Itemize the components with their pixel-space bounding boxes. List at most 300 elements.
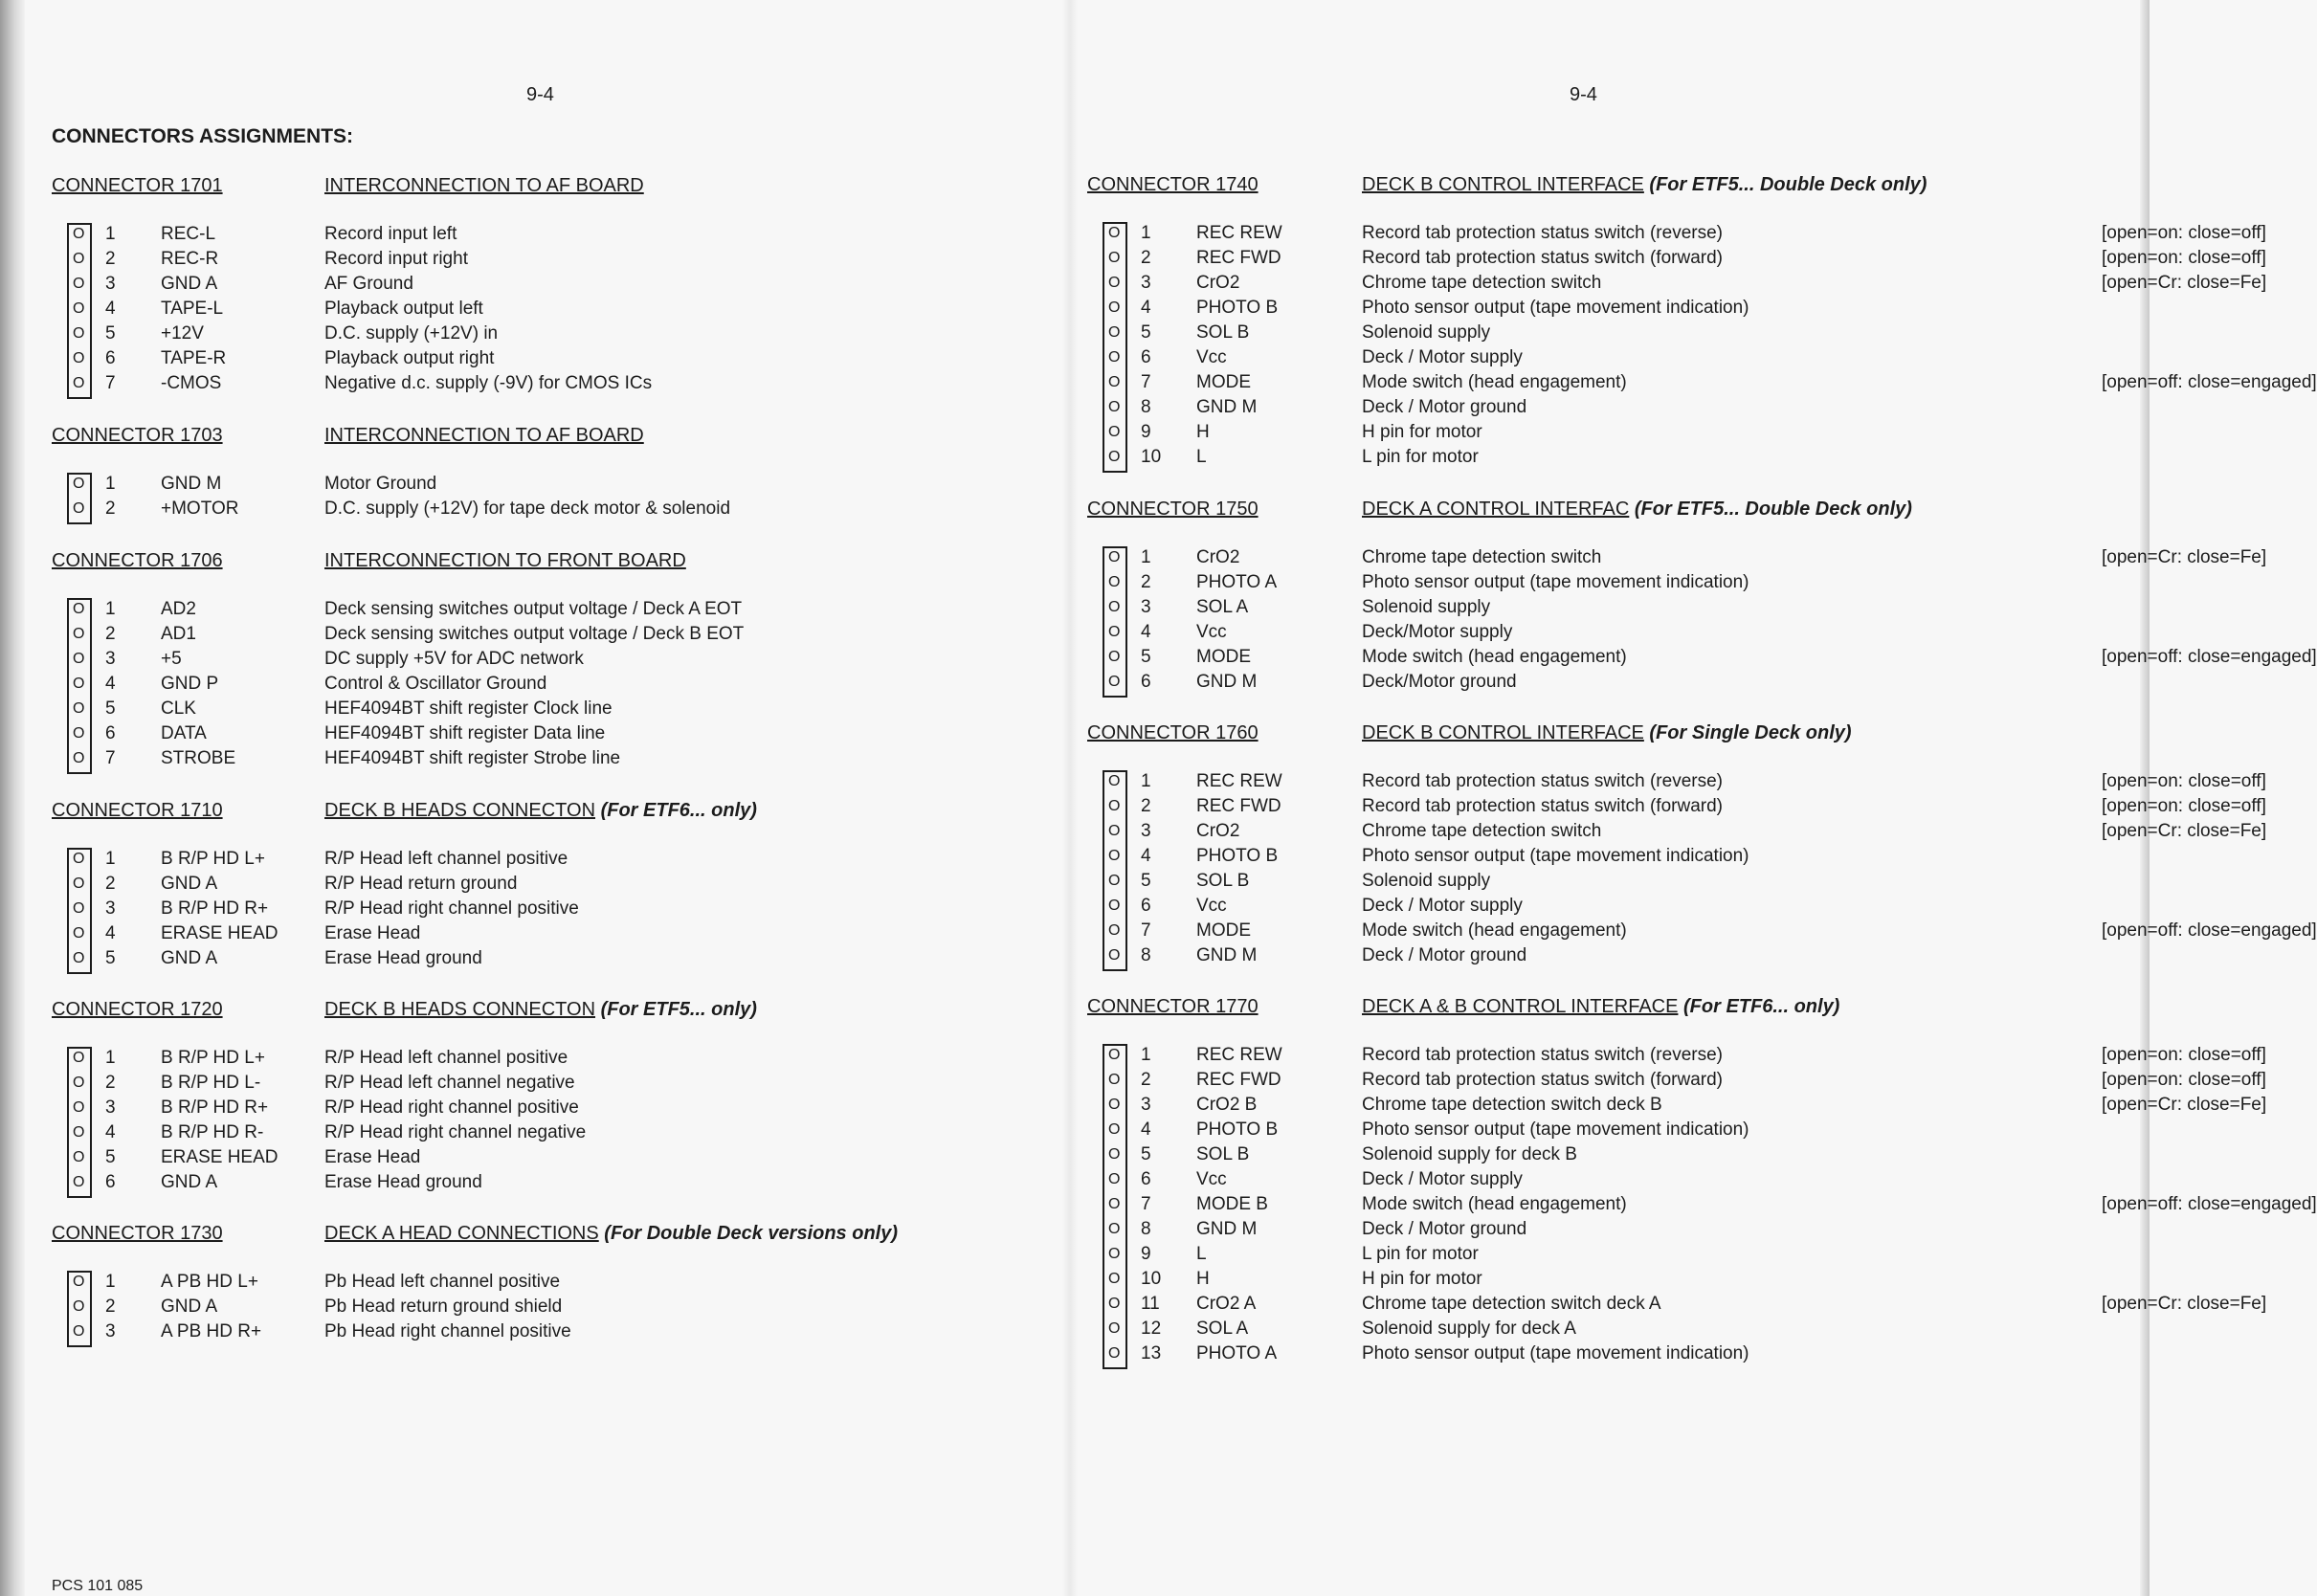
pin-hole-icon: O [73, 1124, 85, 1141]
pin-hole-icon: O [73, 300, 85, 317]
pin-number: 1 [105, 599, 116, 619]
pin-signal: Vcc [1196, 1169, 1227, 1189]
pin-description: D.C. supply (+12V) in [324, 323, 499, 344]
pin-description: Pb Head right channel positive [324, 1321, 571, 1341]
pin-signal: B R/P HD L+ [161, 849, 265, 869]
pin-hole-icon: O [1108, 574, 1121, 590]
pin-hole-icon: O [73, 1323, 85, 1340]
pin-signal: GND M [1196, 945, 1258, 965]
pin-signal: REC REW [1196, 1045, 1282, 1065]
pin-description: Motor Ground [324, 474, 437, 494]
pin-hole-icon: O [73, 1298, 85, 1315]
pin-number: 3 [105, 274, 116, 294]
pin-hole-icon: O [73, 350, 85, 366]
pin-number: 3 [105, 1097, 116, 1118]
pin-hole-icon: O [1108, 275, 1121, 291]
pin-description: Record tab protection status switch (forward) [1362, 796, 1723, 816]
pin-signal: MODE [1196, 647, 1251, 667]
pin-number: 12 [1141, 1319, 1162, 1339]
pin-number: 2 [105, 249, 116, 269]
connector-description [324, 1223, 898, 1245]
pin-state: [open=off: close=engaged] [2102, 920, 2317, 941]
pin-description: R/P Head right channel positive [324, 1097, 579, 1118]
pin-state: [open=on: close=off] [2102, 223, 2266, 243]
pin-number: 4 [1141, 622, 1151, 642]
connector-description-text: INTERCONNECTION TO AF BOARD [324, 425, 644, 446]
pin-description: Record tab protection status switch (reverse) [1362, 771, 1723, 791]
pin-description: L pin for motor [1362, 447, 1479, 467]
pin-description: Deck / Motor supply [1362, 347, 1523, 367]
pin-hole-icon: O [1108, 1271, 1121, 1287]
pin-signal: H [1196, 1269, 1210, 1289]
pin-number: 2 [1141, 796, 1151, 816]
pin-description: Pb Head return ground shield [324, 1297, 563, 1317]
pin-signal: +MOTOR [161, 499, 239, 519]
pin-hole-icon: O [73, 325, 85, 342]
pin-number: 5 [105, 698, 116, 719]
connector-description-text: INTERCONNECTION TO FRONT BOARD [324, 550, 686, 571]
connector-note: (For Double Deck versions only) [604, 1223, 899, 1244]
pin-hole-icon: O [1108, 624, 1121, 640]
pin-description: Chrome tape detection switch [1362, 821, 1602, 841]
connector-description-text: INTERCONNECTION TO AF BOARD [324, 175, 644, 196]
pin-description: H pin for motor [1362, 422, 1482, 442]
pin-state: [open=Cr: close=Fe] [2102, 273, 2267, 293]
pin-description: Mode switch (head engagement) [1362, 920, 1627, 941]
connector-name: CONNECTOR 1720 [52, 999, 223, 1020]
connector-name: CONNECTOR 1750 [1087, 499, 1259, 520]
pin-signal: -CMOS [161, 373, 222, 393]
pin-signal: PHOTO B [1196, 1119, 1279, 1140]
connector-name: CONNECTOR 1740 [1087, 174, 1259, 195]
pin-signal: REC-R [161, 249, 219, 269]
pin-description: Mode switch (head engagement) [1362, 1194, 1627, 1214]
pin-signal: AD1 [161, 624, 196, 644]
pin-description: Deck / Motor ground [1362, 1219, 1527, 1239]
page-edge-shadow-left [0, 0, 25, 1596]
pin-signal: B R/P HD R- [161, 1122, 264, 1142]
pin-state: [open=Cr: close=Fe] [2102, 547, 2267, 567]
pin-hole-icon: O [1108, 1097, 1121, 1113]
pin-signal: A PB HD R+ [161, 1321, 262, 1341]
pin-hole-icon: O [73, 375, 85, 391]
pin-description: Photo sensor output (tape movement indication) [1362, 1343, 1749, 1363]
pin-hole-icon: O [1108, 1171, 1121, 1187]
connector-name: CONNECTOR 1770 [1087, 996, 1259, 1017]
pin-number: 3 [1141, 273, 1151, 293]
pin-description: Solenoid supply for deck B [1362, 1144, 1577, 1164]
pin-description: Record tab protection status switch (reverse) [1362, 1045, 1723, 1065]
pin-hole-icon: O [73, 925, 85, 942]
pin-description: Playback output right [324, 348, 495, 368]
pin-number: 1 [105, 1272, 116, 1292]
pin-signal: TAPE-R [161, 348, 227, 368]
pin-description: Control & Oscillator Ground [324, 674, 547, 694]
pin-hole-icon: O [73, 1174, 85, 1190]
left-page-number: 9-4 [526, 84, 554, 105]
pin-description: Erase Head ground [324, 1172, 482, 1192]
pin-hole-icon: O [73, 1149, 85, 1165]
pin-number: 8 [1141, 397, 1151, 417]
pin-description: R/P Head left channel positive [324, 1048, 568, 1068]
pin-hole-icon: O [1108, 349, 1121, 366]
pin-hole-icon: O [73, 851, 85, 867]
pin-number: 5 [105, 1147, 116, 1167]
pin-signal: CrO2 A [1196, 1294, 1257, 1314]
pin-signal: CrO2 [1196, 547, 1240, 567]
pin-number: 5 [1141, 322, 1151, 343]
pin-description: Deck/Motor supply [1362, 622, 1513, 642]
pin-description: R/P Head right channel positive [324, 898, 579, 919]
pin-number: 13 [1141, 1343, 1162, 1363]
pin-number: 10 [1141, 1269, 1162, 1289]
pin-signal: DATA [161, 723, 207, 743]
pin-number: 1 [105, 224, 116, 244]
pin-signal: AD2 [161, 599, 196, 619]
pin-state: [open=off: close=engaged] [2102, 1194, 2317, 1214]
pin-hole-icon: O [1108, 1296, 1121, 1312]
pin-number: 9 [1141, 422, 1151, 442]
pin-description: Erase Head [324, 923, 421, 943]
pin-signal: MODE B [1196, 1194, 1268, 1214]
pin-signal: GND A [161, 1297, 218, 1317]
pin-hole-icon: O [73, 226, 85, 242]
pin-signal: GND A [161, 274, 218, 294]
connector-description [1362, 996, 1839, 1018]
pin-signal: REC FWD [1196, 1070, 1281, 1090]
connector-description [1362, 722, 1852, 744]
connector-note: (For ETF5... only) [600, 999, 757, 1020]
connector-note: (For ETF6... only) [1683, 996, 1840, 1017]
pin-signal: B R/P HD R+ [161, 1097, 269, 1118]
pin-hole-icon: O [73, 251, 85, 267]
pin-hole-icon: O [73, 876, 85, 892]
pin-number: 3 [1141, 1095, 1151, 1115]
connector-description [324, 999, 757, 1021]
pin-number: 5 [1141, 647, 1151, 667]
pin-state: [open=on: close=off] [2102, 771, 2266, 791]
pin-number: 8 [1141, 945, 1151, 965]
pin-signal: SOL A [1196, 597, 1249, 617]
pin-number: 8 [1141, 1219, 1151, 1239]
pin-description: R/P Head return ground [324, 874, 518, 894]
pin-signal: PHOTO A [1196, 1343, 1278, 1363]
pin-number: 6 [105, 348, 116, 368]
pin-number: 1 [1141, 771, 1151, 791]
pin-description: Deck / Motor ground [1362, 945, 1527, 965]
pin-number: 7 [1141, 372, 1151, 392]
pin-description: L pin for motor [1362, 1244, 1479, 1264]
pin-number: 7 [1141, 920, 1151, 941]
pin-description: Deck sensing switches output voltage / Deck B EOT [324, 624, 745, 644]
pin-signal: GND P [161, 674, 219, 694]
pin-signal: REC REW [1196, 771, 1282, 791]
pin-signal: +12V [161, 323, 204, 344]
pin-hole-icon: O [1108, 399, 1121, 415]
connector-note: (For ETF5... Double Deck only) [1634, 499, 1912, 520]
pin-signal: MODE [1196, 372, 1251, 392]
pin-description: Chrome tape detection switch deck B [1362, 1095, 1662, 1115]
pin-number: 2 [105, 499, 116, 519]
pin-description: Deck sensing switches output voltage / Deck A EOT [324, 599, 743, 619]
pin-hole-icon: O [1108, 374, 1121, 390]
pin-state: [open=off: close=engaged] [2102, 647, 2317, 667]
pin-signal: H [1196, 422, 1210, 442]
pin-description: Deck / Motor supply [1362, 896, 1523, 916]
pin-description: Mode switch (head engagement) [1362, 372, 1627, 392]
pin-number: 10 [1141, 447, 1162, 467]
pin-signal: CLK [161, 698, 196, 719]
pin-description: Photo sensor output (tape movement indication) [1362, 298, 1749, 318]
pin-signal: Vcc [1196, 896, 1227, 916]
connector-name: CONNECTOR 1730 [52, 1223, 223, 1244]
pin-hole-icon: O [73, 626, 85, 642]
pin-description: HEF4094BT shift register Strobe line [324, 748, 621, 768]
pin-hole-icon: O [73, 276, 85, 292]
pin-number: 11 [1141, 1294, 1160, 1314]
pin-number: 3 [105, 649, 116, 669]
connector-description-text: DECK A & B CONTROL INTERFACE [1362, 996, 1679, 1017]
pin-state: [open=on: close=off] [2102, 248, 2266, 268]
pin-number: 1 [1141, 547, 1151, 567]
pin-number: 3 [1141, 597, 1151, 617]
pin-signal: Vcc [1196, 347, 1227, 367]
connector-description-text: DECK B HEADS CONNECTON [324, 999, 596, 1020]
pin-number: 2 [105, 874, 116, 894]
pin-signal: L [1196, 1244, 1207, 1264]
pin-description: Photo sensor output (tape movement indication) [1362, 572, 1749, 592]
pin-signal: B R/P HD R+ [161, 898, 269, 919]
pin-number: 6 [105, 723, 116, 743]
connector-description-text: DECK B CONTROL INTERFACE [1362, 174, 1644, 195]
pin-number: 3 [105, 1321, 116, 1341]
pin-description: Record input left [324, 224, 457, 244]
pin-hole-icon: O [1108, 848, 1121, 864]
pin-signal: MODE [1196, 920, 1251, 941]
pin-hole-icon: O [73, 1099, 85, 1116]
connector-note: (For ETF6... only) [600, 800, 757, 821]
pin-number: 4 [1141, 846, 1151, 866]
pin-signal: SOL B [1196, 871, 1250, 891]
connector-description-text: DECK B HEADS CONNECTON [324, 800, 596, 821]
pin-number: 9 [1141, 1244, 1151, 1264]
pin-number: 1 [1141, 223, 1151, 243]
pin-hole-icon: O [73, 500, 85, 517]
pin-number: 1 [105, 474, 116, 494]
footer-code: PCS 101 085 [52, 1578, 144, 1594]
pin-hole-icon: O [73, 1075, 85, 1091]
pin-hole-icon: O [1108, 898, 1121, 914]
pin-description: Record tab protection status switch (forward) [1362, 1070, 1723, 1090]
connector-name: CONNECTOR 1760 [1087, 722, 1259, 743]
pin-number: 5 [1141, 871, 1151, 891]
pin-hole-icon: O [1108, 947, 1121, 964]
pin-signal: GND A [161, 1172, 218, 1192]
pin-hole-icon: O [1108, 1196, 1121, 1212]
pin-state: [open=off: close=engaged] [2102, 372, 2317, 392]
pin-hole-icon: O [1108, 299, 1121, 316]
pin-hole-icon: O [73, 476, 85, 492]
pin-signal: B R/P HD L+ [161, 1048, 265, 1068]
pin-hole-icon: O [1108, 1072, 1121, 1088]
connector-name: CONNECTOR 1706 [52, 550, 223, 571]
pin-hole-icon: O [1108, 773, 1121, 789]
connector-description [1362, 499, 1912, 521]
pin-description: R/P Head left channel negative [324, 1073, 575, 1093]
pin-number: 4 [105, 923, 116, 943]
pin-signal: GND M [1196, 672, 1258, 692]
pin-hole-icon: O [73, 725, 85, 742]
pin-signal: A PB HD L+ [161, 1272, 258, 1292]
pin-hole-icon: O [73, 601, 85, 617]
pin-description: Deck/Motor ground [1362, 672, 1517, 692]
pin-description: Erase Head [324, 1147, 421, 1167]
pin-description: DC supply +5V for ADC network [324, 649, 584, 669]
pin-hole-icon: O [1108, 922, 1121, 939]
pin-description: Solenoid supply for deck A [1362, 1319, 1576, 1339]
pin-number: 5 [105, 323, 116, 344]
pin-signal: PHOTO B [1196, 846, 1279, 866]
pin-hole-icon: O [1108, 798, 1121, 814]
pin-number: 2 [105, 624, 116, 644]
pin-hole-icon: O [1108, 1221, 1121, 1237]
pin-number: 6 [1141, 347, 1151, 367]
pin-description: Photo sensor output (tape movement indication) [1362, 846, 1749, 866]
pin-signal: +5 [161, 649, 182, 669]
pin-number: 2 [1141, 1070, 1151, 1090]
pin-hole-icon: O [1108, 1047, 1121, 1063]
pin-signal: REC-L [161, 224, 216, 244]
pin-hole-icon: O [1108, 250, 1121, 266]
pin-number: 6 [1141, 672, 1151, 692]
pin-signal: SOL B [1196, 1144, 1250, 1164]
connector-note: (For ETF5... Double Deck only) [1649, 174, 1927, 195]
pin-number: 1 [1141, 1045, 1151, 1065]
pin-hole-icon: O [1108, 599, 1121, 615]
pin-signal: GND M [1196, 397, 1258, 417]
pin-signal: SOL A [1196, 1319, 1249, 1339]
pin-number: 4 [105, 1122, 116, 1142]
connector-description-text: DECK A HEAD CONNECTIONS [324, 1223, 599, 1244]
pin-description: Photo sensor output (tape movement indication) [1362, 1119, 1749, 1140]
pin-description: Solenoid supply [1362, 597, 1491, 617]
pin-signal: PHOTO A [1196, 572, 1278, 592]
pin-number: 3 [105, 898, 116, 919]
page-fold [1062, 0, 1078, 1596]
pin-signal: PHOTO B [1196, 298, 1279, 318]
pin-state: [open=Cr: close=Fe] [2102, 1095, 2267, 1115]
connector-note: (For Single Deck only) [1649, 722, 1852, 743]
pin-description: Pb Head left channel positive [324, 1272, 561, 1292]
pin-description: Chrome tape detection switch [1362, 547, 1602, 567]
pin-hole-icon: O [1108, 674, 1121, 690]
pin-hole-icon: O [73, 900, 85, 917]
pin-number: 4 [1141, 1119, 1151, 1140]
pin-signal: REC REW [1196, 223, 1282, 243]
pin-description: Mode switch (head engagement) [1362, 647, 1627, 667]
pin-number: 7 [1141, 1194, 1151, 1214]
pin-description: Record tab protection status switch (reverse) [1362, 223, 1723, 243]
pin-signal: GND M [1196, 1219, 1258, 1239]
pin-description: R/P Head left channel positive [324, 849, 568, 869]
pin-hole-icon: O [1108, 424, 1121, 440]
pin-number: 4 [105, 674, 116, 694]
pin-signal: SOL B [1196, 322, 1250, 343]
pin-signal: TAPE-L [161, 299, 224, 319]
pin-description: HEF4094BT shift register Data line [324, 723, 606, 743]
pin-state: [open=on: close=off] [2102, 1045, 2266, 1065]
pin-hole-icon: O [1108, 1246, 1121, 1262]
connector-name: CONNECTOR 1703 [52, 425, 223, 446]
pin-signal: CrO2 [1196, 821, 1240, 841]
connector-name: CONNECTOR 1701 [52, 175, 223, 196]
pin-description: HEF4094BT shift register Clock line [324, 698, 613, 719]
pin-hole-icon: O [73, 950, 85, 966]
pin-signal: GND A [161, 948, 218, 968]
pin-state: [open=Cr: close=Fe] [2102, 821, 2267, 841]
pin-signal: ERASE HEAD [161, 923, 278, 943]
pin-hole-icon: O [1108, 823, 1121, 839]
pin-description: Deck / Motor supply [1362, 1169, 1523, 1189]
pin-signal: REC FWD [1196, 248, 1281, 268]
pin-number: 2 [105, 1297, 116, 1317]
document-title: CONNECTORS ASSIGNMENTS: [52, 125, 354, 147]
pin-number: 7 [105, 373, 116, 393]
pin-description: Chrome tape detection switch [1362, 273, 1602, 293]
pin-number: 2 [1141, 572, 1151, 592]
connector-description-text: DECK A CONTROL INTERFAC [1362, 499, 1630, 520]
pin-state: [open=on: close=off] [2102, 1070, 2266, 1090]
pin-hole-icon: O [73, 1274, 85, 1290]
pin-signal: ERASE HEAD [161, 1147, 278, 1167]
pin-state: [open=on: close=off] [2102, 796, 2266, 816]
pin-signal: Vcc [1196, 622, 1227, 642]
pin-signal: L [1196, 447, 1207, 467]
pin-hole-icon: O [1108, 549, 1121, 565]
pin-description: H pin for motor [1362, 1269, 1482, 1289]
connector-description [324, 800, 757, 822]
pin-hole-icon: O [1108, 873, 1121, 889]
pin-number: 1 [105, 849, 116, 869]
pin-signal: STROBE [161, 748, 236, 768]
pin-hole-icon: O [1108, 649, 1121, 665]
pin-signal: GND A [161, 874, 218, 894]
pin-number: 1 [105, 1048, 116, 1068]
pin-number: 7 [105, 748, 116, 768]
connector-description [324, 550, 686, 572]
connector-description [324, 175, 644, 197]
pin-hole-icon: O [73, 1050, 85, 1066]
pin-description: Record tab protection status switch (forward) [1362, 248, 1723, 268]
pin-description: Negative d.c. supply (-9V) for CMOS ICs [324, 373, 653, 393]
pin-description: Deck / Motor ground [1362, 397, 1527, 417]
pin-signal: CrO2 [1196, 273, 1240, 293]
pin-description: Chrome tape detection switch deck A [1362, 1294, 1661, 1314]
pin-number: 6 [105, 1172, 116, 1192]
pin-signal: REC FWD [1196, 796, 1281, 816]
pin-number: 2 [1141, 248, 1151, 268]
pin-hole-icon: O [73, 651, 85, 667]
pin-number: 3 [1141, 821, 1151, 841]
connector-description-text: DECK B CONTROL INTERFACE [1362, 722, 1644, 743]
pin-signal: B R/P HD L- [161, 1073, 261, 1093]
pin-description: Solenoid supply [1362, 322, 1491, 343]
pin-hole-icon: O [1108, 1345, 1121, 1362]
connector-description [1362, 174, 1927, 196]
pin-number: 5 [105, 948, 116, 968]
pin-number: 6 [1141, 1169, 1151, 1189]
pin-hole-icon: O [73, 750, 85, 766]
